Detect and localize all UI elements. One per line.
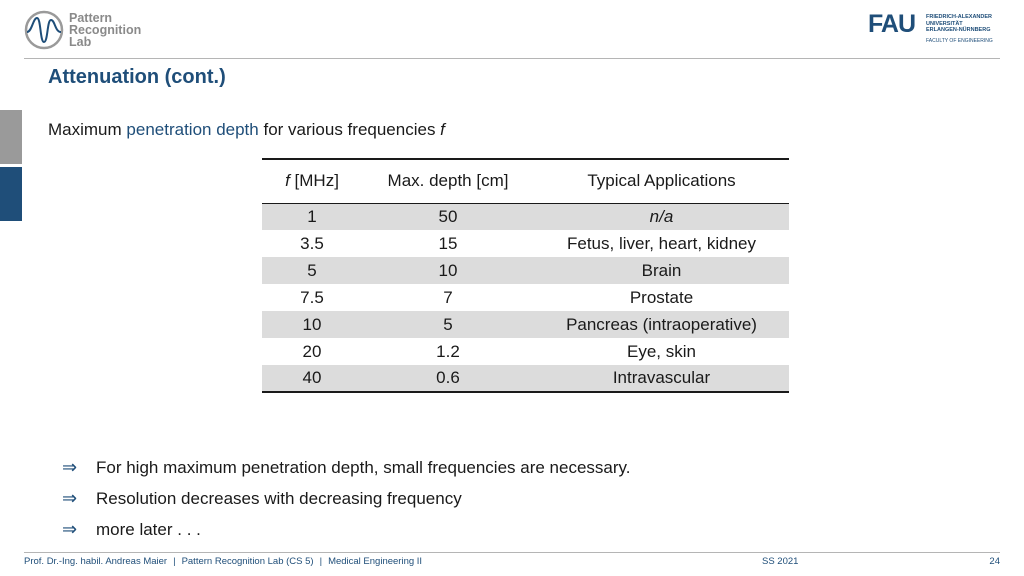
logo-line-3: Lab <box>69 35 92 49</box>
footer-author: Prof. Dr.-Ing. habil. Andreas Maier <box>24 556 168 567</box>
conclusion-text: For high maximum penetration depth, small frequencies are necessary. <box>96 457 631 477</box>
conclusion-text: more later . . . <box>96 519 201 539</box>
table-row <box>262 338 789 365</box>
footer-lab: Pattern Recognition Lab (CS 5) <box>181 556 314 567</box>
page-number: 24 <box>989 556 1000 567</box>
cell-applications: Fetus, liver, heart, kidney <box>567 233 756 253</box>
cell-depth: 15 <box>438 233 458 253</box>
cell-frequency: 10 <box>302 314 322 334</box>
conclusion-text: Resolution decreases with decreasing frequency <box>96 488 462 508</box>
header-f-unit: [MHz] <box>289 171 339 191</box>
header-frequency <box>262 159 362 203</box>
side-marker-blue <box>0 167 22 221</box>
intro-text <box>48 120 445 140</box>
table-row <box>262 365 789 392</box>
side-marker-gray <box>0 110 22 164</box>
implies-arrow-icon: ⇒ <box>62 488 78 508</box>
intro-after: for various frequencies <box>258 120 441 139</box>
footer-divider <box>24 552 1000 553</box>
slide-title: Attenuation (cont.) <box>48 66 226 88</box>
header-divider <box>24 58 1000 59</box>
conclusion-list <box>62 452 631 545</box>
cell-applications: Brain <box>641 260 682 280</box>
cell-applications: Prostate <box>629 287 694 307</box>
cell-depth: 10 <box>438 260 458 280</box>
header-applications: Typical Applications <box>587 171 736 191</box>
cell-frequency: 5 <box>307 260 317 280</box>
fau-logo <box>868 10 998 46</box>
header-f-var: f <box>285 171 290 191</box>
cell-depth: 50 <box>438 206 458 226</box>
intro-before: Maximum <box>48 120 127 139</box>
table-body <box>262 203 789 392</box>
fau-line-1: FRIEDRICH-ALEXANDER <box>926 14 992 20</box>
implies-arrow-icon: ⇒ <box>62 457 78 477</box>
conclusion-item <box>62 452 631 483</box>
implies-arrow-icon: ⇒ <box>62 519 78 539</box>
cell-depth: 7 <box>443 287 453 307</box>
wave-logo-icon <box>24 10 64 50</box>
cell-frequency: 20 <box>302 341 322 361</box>
conclusion-item <box>62 514 631 545</box>
footer-credits <box>24 556 422 567</box>
cell-applications: Pancreas (intraoperative) <box>566 314 757 334</box>
intro-var: f <box>440 120 445 139</box>
footer-course: Medical Engineering II <box>328 556 423 567</box>
table-row <box>262 284 789 311</box>
table-row <box>262 230 789 257</box>
logo-line-1: Pattern <box>69 11 113 25</box>
cell-applications: Eye, skin <box>627 341 696 361</box>
logo-line-2: Recognition <box>69 23 142 37</box>
cell-depth: 0.6 <box>436 368 460 387</box>
fau-line-3: ERLANGEN-NÜRNBERG <box>926 27 991 33</box>
fau-wordmark: FAU <box>868 10 915 38</box>
header-depth: Max. depth [cm] <box>387 171 509 191</box>
intro-highlight: penetration depth <box>126 120 259 139</box>
footer-semester: SS 2021 <box>762 556 799 567</box>
logo-text <box>69 12 141 48</box>
table-row <box>262 257 789 284</box>
table-header-row <box>262 159 789 203</box>
fau-line-2: UNIVERSITÄT <box>926 20 963 27</box>
cell-depth: 1.2 <box>436 341 460 361</box>
frequency-depth-table <box>262 158 789 393</box>
table-row <box>262 311 789 338</box>
cell-frequency: 1 <box>307 206 317 226</box>
fau-faculty: FACULTY OF ENGINEERING <box>926 38 993 44</box>
cell-frequency: 7.5 <box>300 287 324 307</box>
cell-applications: n/a <box>649 206 674 226</box>
footer-sep-2: | <box>319 556 323 567</box>
cell-depth: 5 <box>443 314 453 334</box>
conclusion-item <box>62 483 631 514</box>
cell-frequency: 3.5 <box>300 233 324 253</box>
footer-sep-1: | <box>173 556 176 567</box>
table-row <box>262 203 789 230</box>
fau-name <box>926 14 992 34</box>
cell-frequency: 40 <box>302 368 322 387</box>
pattern-recognition-lab-logo <box>24 8 164 54</box>
cell-applications: Intravascular <box>612 368 711 387</box>
footer <box>24 556 1000 570</box>
